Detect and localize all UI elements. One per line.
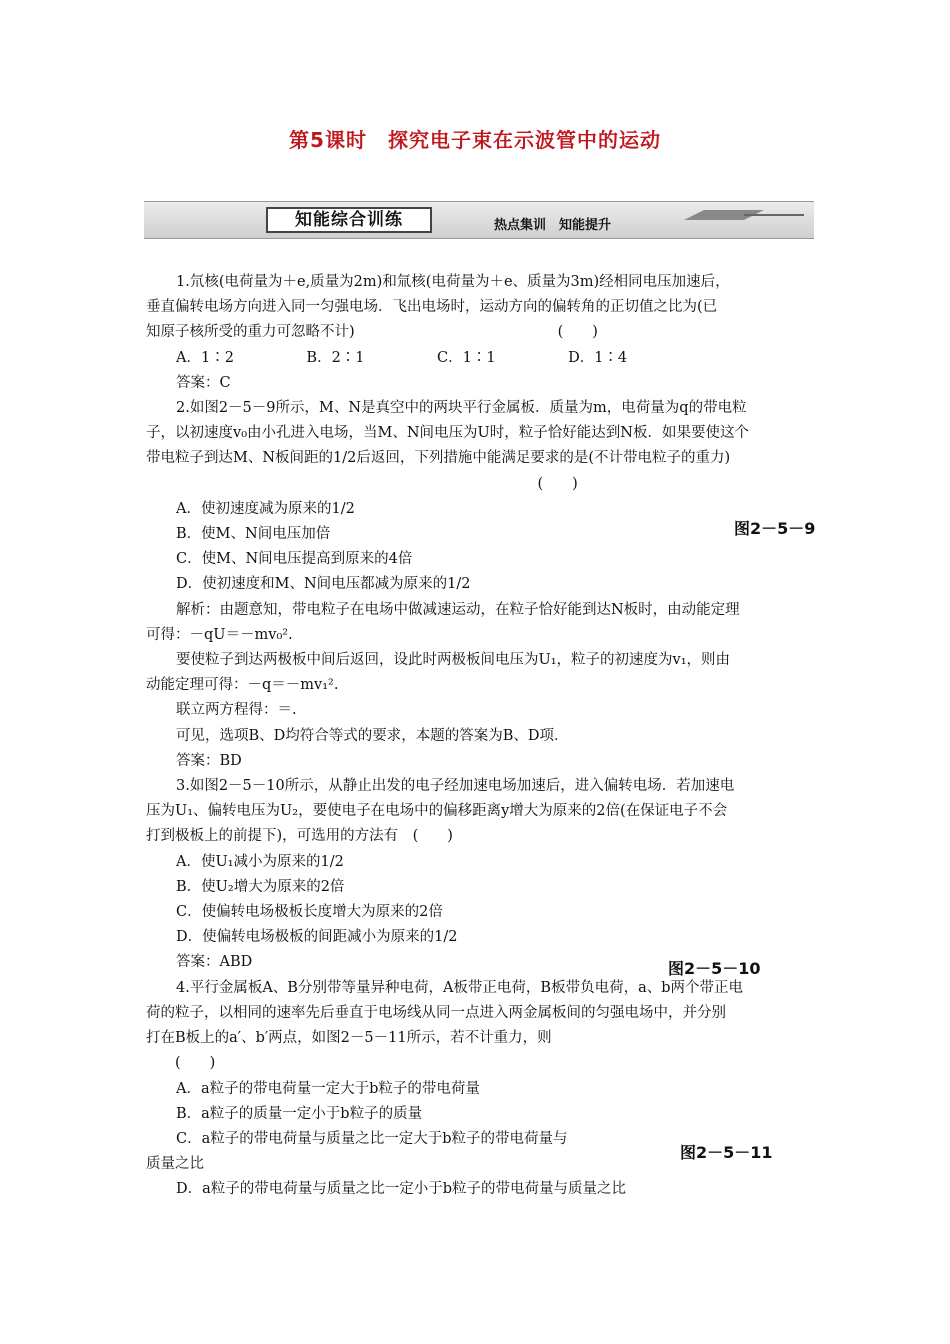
text-line: 垂直偏转电场方向进入同一匀强电场．飞出电场时，运动方向的偏转角的正切值之比为(已 [146, 299, 718, 316]
text-line: 解析：由题意知，带电粒子在电场中做减速运动，在粒子恰好能到达N板时，由动能定理 [176, 601, 740, 618]
text-line: C．使M、N间电压提高到原来的4倍 [176, 551, 413, 568]
text-line: 答案：BD [176, 752, 242, 769]
text-line: B．a粒子的质量一定小于b粒子的质量 [176, 1105, 423, 1122]
banner-subtitle: 热点集训 知能提升 [494, 218, 612, 233]
banner-decoration-icon [684, 210, 804, 220]
text-line: 可得：－qU＝－mv₀². [146, 626, 293, 643]
text-line: 打到极板上的前提下)，可选用的方法有 ( ) [146, 828, 453, 845]
text-line: 压为U₁、偏转电压为U₂，要使电子在电场中的偏移距离y增大为原来的2倍(在保证电子不会 [146, 803, 728, 820]
section-banner [144, 201, 814, 239]
text-line: 荷的粒子，以相同的速率先后垂直于电场线从同一点进入两金属板间的匀强电场中，并分别 [146, 1004, 726, 1021]
figure-caption: 图2－5－10 [668, 959, 761, 978]
text-line: 质量之比 [146, 1156, 204, 1173]
text-line: ( ) [146, 1055, 216, 1072]
question-body [146, 270, 816, 1203]
text-line: A．使U₁减小为原来的1/2 [176, 853, 344, 870]
text-line: 可见，选项B、D均符合等式的要求，本题的答案为B、D项． [176, 727, 569, 744]
text-line: 3.如图2－5－10所示，从静止出发的电子经加速电场加速后，进入偏转电场．若加速电 [176, 778, 735, 795]
text-line: B．使U₂增大为原来的2倍 [176, 878, 345, 895]
page-title: 第5课时 探究电子束在示波管中的运动 [289, 128, 661, 152]
text-line: 打在B板上的a′、b′两点，如图2－5－11所示，若不计重力，则 [146, 1030, 552, 1047]
text-line: 动能定理可得：－q＝－mv₁². [146, 677, 339, 694]
text-line: 答案：C [176, 374, 231, 391]
figure-caption: 图2－5－9 [734, 519, 816, 538]
text-line: A．1∶2 B．2∶1 C．1∶1 D．1∶4 [176, 349, 628, 366]
text-line: 子，以初速度v₀由小孔进入电场，当M、N间电压为U时，粒子恰好能达到N板．如果要使这个 [146, 425, 749, 442]
text-line: 知原子核所受的重力可忽略不计) ( ) [146, 324, 598, 341]
text-line: 4.平行金属板A、B分别带等量异种电荷，A板带正电荷，B板带负电荷，a、b两个带正电 [176, 979, 744, 996]
text-line: A．使初速度减为原来的1/2 [176, 500, 355, 517]
text-line: 答案：ABD [176, 954, 253, 971]
text-line: D．a粒子的带电荷量与质量之比一定小于b粒子的带电荷量与质量之比 [176, 1181, 627, 1198]
text-line: ( ) [146, 475, 578, 492]
text-line: 带电粒子到达M、N板间距的1/2后返回，下列措施中能满足要求的是(不计带电粒子的重力) [146, 450, 731, 467]
text-line: 1.氘核(电荷量为＋e,质量为2m)和氚核(电荷量为＋e、质量为3m)经相同电压加速后， [176, 274, 730, 290]
text-line: C．使偏转电场极板长度增大为原来的2倍 [176, 904, 443, 921]
text-line: 联立两方程得：＝. [176, 702, 297, 719]
text-line: 2.如图2－5－9所示，M、N是真空中的两块平行金属板．质量为m，电荷量为q的带电粒 [176, 400, 747, 417]
figure-caption: 图2－5－11 [680, 1143, 773, 1162]
banner-label: 知能综合训练 [266, 207, 432, 233]
text-line: C．a粒子的带电荷量与质量之比一定大于b粒子的带电荷量与 [176, 1130, 568, 1147]
text-line: A．a粒子的带电荷量一定大于b粒子的带电荷量 [176, 1080, 480, 1097]
text-line: 要使粒子到达两极板中间后返回，设此时两极板间电压为U₁，粒子的初速度为v₁，则由 [176, 652, 731, 669]
text-line: D．使偏转电场极板的间距减小为原来的1/2 [176, 929, 458, 946]
text-line: D．使初速度和M、N间电压都减为原来的1/2 [176, 576, 471, 593]
text-line: B．使M、N间电压加倍 [176, 526, 331, 543]
